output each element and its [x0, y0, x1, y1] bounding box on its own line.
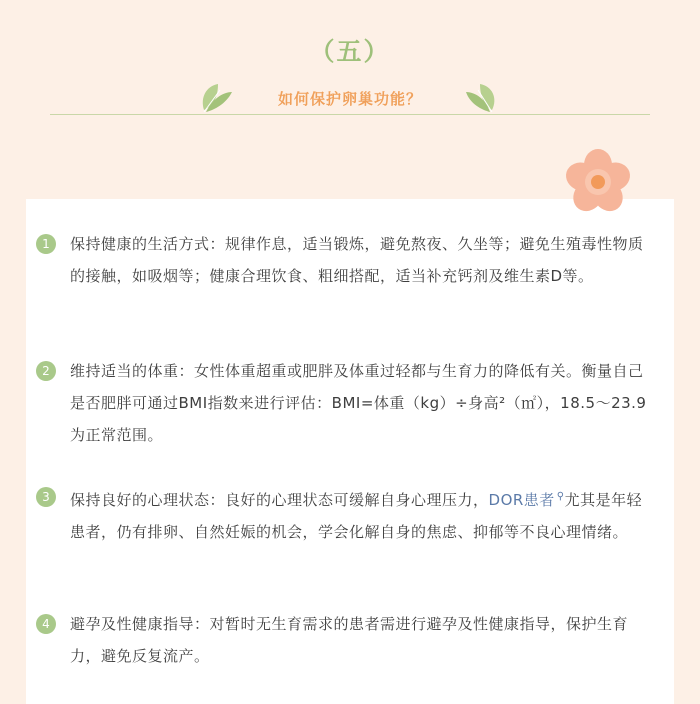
item-text: 保持健康的生活方式：规律作息，适当锻炼，避免熬夜、久坐等；避免生殖毒性物质的接触，如吸烟等；健康合理饮食、粗细搭配，适当补充钙剂及维生素D等。 [70, 235, 644, 285]
leaf-icon [462, 80, 502, 116]
search-icon[interactable]: ⚲ [556, 491, 565, 502]
section-title: 如何保护卵巢功能？ [277, 90, 422, 108]
header-row [0, 80, 700, 116]
item-number-badge: 4 [36, 614, 56, 634]
item-text: 避孕及性健康指导：对暂时无生育需求的患者需进行避孕及性健康指导，保护生育力，避免反复流产。 [70, 615, 629, 665]
dor-patient-link[interactable]: DOR患者 [488, 491, 555, 509]
section-number: （五） [309, 37, 391, 66]
item-text-after: 尤其是年轻患者，仍有排卵、自然妊娠的机会，学会化解自身的焦虑、抑郁等不良心理情绪。 [70, 491, 643, 541]
item-text: 维持适当的体重：女性体重超重或肥胖及体重过轻都与生育力的降低有关。衡量自己是否肥胖可通过BMI指数来进行评估：BMI=体重（kg）÷身高²（㎡），18.5～23.9为正常范围。 [70, 362, 647, 444]
header-divider [50, 114, 650, 115]
flower-icon [560, 146, 636, 218]
item-number-badge: 1 [36, 234, 56, 254]
item-number-badge: 3 [36, 487, 56, 507]
item-text-before: 保持良好的心理状态：良好的心理状态可缓解自身心理压力， [70, 491, 489, 509]
item-number-badge: 2 [36, 361, 56, 381]
item-text [70, 481, 652, 548]
